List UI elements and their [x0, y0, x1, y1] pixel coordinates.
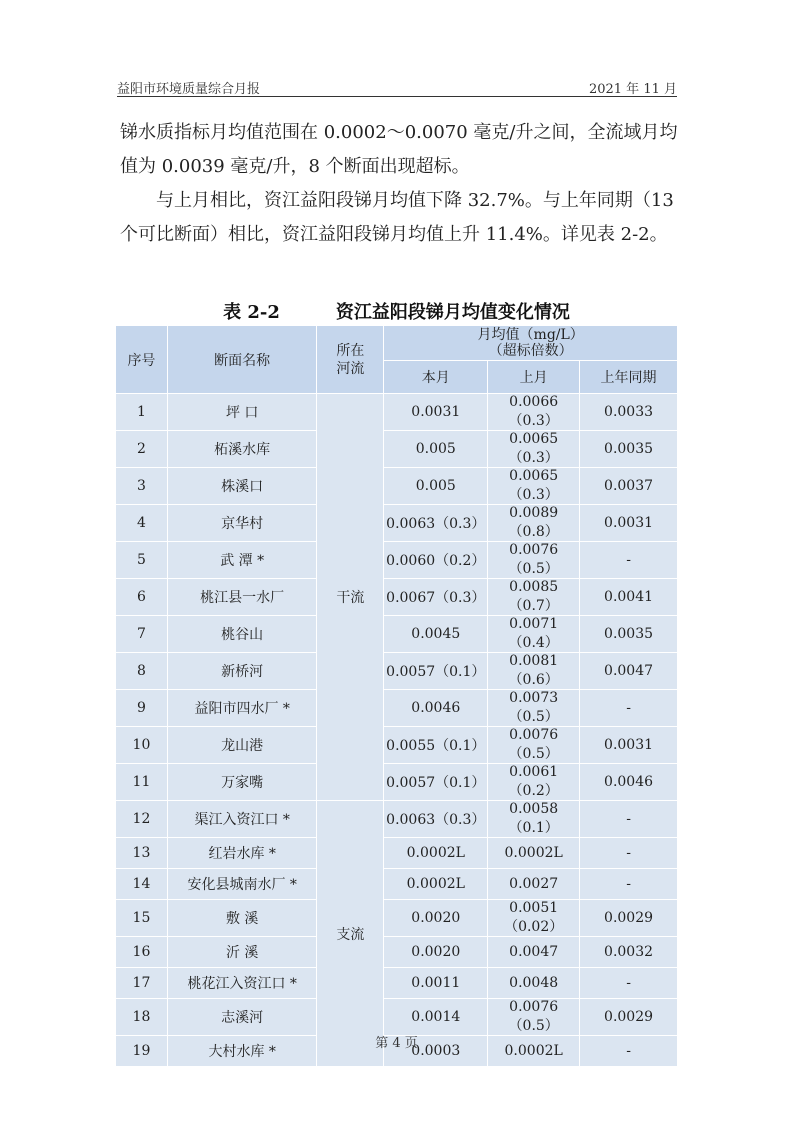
cell-seq: 2 — [116, 431, 168, 468]
cell-name: 坪 口 — [167, 394, 317, 431]
cell-name: 龙山港 — [167, 727, 317, 764]
cell-seq: 16 — [116, 937, 168, 968]
cell-previous: 0.0002L — [488, 838, 580, 869]
cell-current: 0.005 — [384, 431, 488, 468]
table-row — [116, 801, 678, 838]
cell-current: 0.0063（0.3） — [384, 505, 488, 542]
cell-previous: 0.0002L — [488, 1036, 580, 1067]
cell-previous: 0.0081（0.6） — [488, 653, 580, 690]
cell-seq: 1 — [116, 394, 168, 431]
cell-name: 红岩水库 * — [167, 838, 317, 869]
cell-last-year: 0.0041 — [580, 579, 678, 616]
cell-current: 0.0020 — [384, 937, 488, 968]
header-divider — [117, 96, 677, 97]
table-row — [116, 468, 678, 505]
cell-seq: 5 — [116, 542, 168, 579]
cell-current: 0.0063（0.3） — [384, 801, 488, 838]
cell-seq: 13 — [116, 838, 168, 869]
table-row — [116, 937, 678, 968]
header-seq: 序号 — [116, 326, 168, 394]
cell-seq: 3 — [116, 468, 168, 505]
table-row — [116, 727, 678, 764]
cell-name: 安化县城南水厂 * — [167, 869, 317, 900]
cell-last-year: 0.0047 — [580, 653, 678, 690]
table-row — [116, 653, 678, 690]
cell-seq: 9 — [116, 690, 168, 727]
cell-last-year: 0.0037 — [580, 468, 678, 505]
cell-last-year: - — [580, 869, 678, 900]
cell-seq: 7 — [116, 616, 168, 653]
cell-current: 0.0020 — [384, 900, 488, 937]
cell-seq: 4 — [116, 505, 168, 542]
cell-current: 0.0055（0.1） — [384, 727, 488, 764]
cell-previous: 0.0065（0.3） — [488, 431, 580, 468]
paragraph-comparison: 与上月相比，资江益阳段锑月均值下降 32.7%。与上年同期（13 个可比断面）相比，资江益阳段锑月均值上升 11.4%。详见表 2-2。 — [120, 190, 674, 245]
cell-previous: 0.0085（0.7） — [488, 579, 580, 616]
cell-seq: 19 — [116, 1036, 168, 1067]
cell-current: 0.0031 — [384, 394, 488, 431]
cell-current: 0.0067（0.3） — [384, 579, 488, 616]
cell-previous: 0.0076（0.5） — [488, 727, 580, 764]
table-row — [116, 616, 678, 653]
cell-name: 柘溪水库 — [167, 431, 317, 468]
cell-last-year: - — [580, 1036, 678, 1067]
cell-current: 0.0002L — [384, 869, 488, 900]
cell-previous: 0.0076（0.5） — [488, 542, 580, 579]
cell-last-year: - — [580, 690, 678, 727]
cell-previous: 0.0047 — [488, 937, 580, 968]
cell-name: 武 潭 * — [167, 542, 317, 579]
cell-name: 沂 溪 — [167, 937, 317, 968]
cell-current: 0.0046 — [384, 690, 488, 727]
cell-previous: 0.0066（0.3） — [488, 394, 580, 431]
cell-current: 0.0003 — [384, 1036, 488, 1067]
cell-previous: 0.0065（0.3） — [488, 468, 580, 505]
cell-name: 益阳市四水厂 * — [167, 690, 317, 727]
cell-name: 株溪口 — [167, 468, 317, 505]
table-row — [116, 690, 678, 727]
cell-last-year: - — [580, 801, 678, 838]
cell-seq: 17 — [116, 968, 168, 999]
table-row — [116, 900, 678, 937]
report-title: 益阳市环境质量综合月报 — [117, 82, 261, 97]
cell-last-year: 0.0035 — [580, 616, 678, 653]
cell-current: 0.0011 — [384, 968, 488, 999]
header-name: 断面名称 — [167, 326, 317, 394]
header-river-text: 所在河流 — [336, 342, 365, 377]
cell-seq: 6 — [116, 579, 168, 616]
cell-last-year: - — [580, 542, 678, 579]
cell-current: 0.0014 — [384, 999, 488, 1036]
header-monthly-mean-line1: 月均值（mg/L） — [477, 327, 584, 343]
cell-name: 桃花江入资江口 * — [167, 968, 317, 999]
table-row — [116, 431, 678, 468]
table-row — [116, 999, 678, 1036]
cell-previous: 0.0076（0.5） — [488, 999, 580, 1036]
cell-previous: 0.0089（0.8） — [488, 505, 580, 542]
header-same-period-last-year: 上年同期 — [580, 361, 678, 394]
cell-last-year: - — [580, 968, 678, 999]
cell-seq: 15 — [116, 900, 168, 937]
header-monthly-mean-line2: （超标倍数） — [488, 343, 573, 359]
report-date: 2021 年 11 月 — [588, 82, 677, 97]
cell-river-tributary: 支流 — [317, 801, 384, 1067]
cell-seq: 10 — [116, 727, 168, 764]
cell-last-year: 0.0029 — [580, 900, 678, 937]
cell-last-year: 0.0046 — [580, 764, 678, 801]
table-row — [116, 838, 678, 869]
cell-name: 敷 溪 — [167, 900, 317, 937]
header-previous-month: 上月 — [488, 361, 580, 394]
cell-last-year: 0.0033 — [580, 394, 678, 431]
table-row — [116, 579, 678, 616]
cell-current: 0.0045 — [384, 616, 488, 653]
cell-last-year: 0.0031 — [580, 505, 678, 542]
cell-name: 桃谷山 — [167, 616, 317, 653]
cell-last-year: 0.0031 — [580, 727, 678, 764]
cell-last-year: 0.0035 — [580, 431, 678, 468]
table-title: 资江益阳段锑月均值变化情况 — [335, 302, 570, 323]
page-header — [117, 74, 677, 96]
cell-previous: 0.0073（0.5） — [488, 690, 580, 727]
table-row — [116, 764, 678, 801]
table-caption — [0, 298, 793, 324]
cell-seq: 8 — [116, 653, 168, 690]
cell-last-year: - — [580, 838, 678, 869]
table-row — [116, 968, 678, 999]
cell-name: 志溪河 — [167, 999, 317, 1036]
cell-river-main: 干流 — [317, 394, 384, 801]
cell-current: 0.0057（0.1） — [384, 764, 488, 801]
cell-previous: 0.0061（0.2） — [488, 764, 580, 801]
table-body — [116, 394, 678, 1067]
cell-previous: 0.0048 — [488, 968, 580, 999]
cell-seq: 11 — [116, 764, 168, 801]
table-row — [116, 869, 678, 900]
cell-current: 0.0002L — [384, 838, 488, 869]
cell-previous: 0.0051（0.02） — [488, 900, 580, 937]
cell-current: 0.0060（0.2） — [384, 542, 488, 579]
table-row — [116, 394, 678, 431]
table-number: 表 2-2 — [223, 302, 280, 323]
cell-last-year: 0.0029 — [580, 999, 678, 1036]
cell-previous: 0.0027 — [488, 869, 580, 900]
cell-name: 渠江入资江口 * — [167, 801, 317, 838]
cell-name: 万家嘴 — [167, 764, 317, 801]
page-number: 第 4 页 — [375, 1036, 418, 1051]
table-row — [116, 505, 678, 542]
cell-previous: 0.0071（0.4） — [488, 616, 580, 653]
cell-seq: 14 — [116, 869, 168, 900]
cell-seq: 12 — [116, 801, 168, 838]
cell-previous: 0.0058（0.1） — [488, 801, 580, 838]
cell-current: 0.005 — [384, 468, 488, 505]
cell-name: 大村水库 * — [167, 1036, 317, 1067]
paragraph-range: 锑水质指标月均值范围在 0.0002～0.0070 毫克/升之间，全流域月均值为 0.0039 毫克/升，8 个断面出现超标。 — [120, 122, 678, 177]
cell-current: 0.0057（0.1） — [384, 653, 488, 690]
header-monthly-mean — [384, 326, 678, 361]
header-river — [317, 326, 384, 394]
cell-name: 京华村 — [167, 505, 317, 542]
cell-seq: 18 — [116, 999, 168, 1036]
header-current-month: 本月 — [384, 361, 488, 394]
antimony-table — [115, 325, 678, 1067]
cell-name: 桃江县一水厂 — [167, 579, 317, 616]
cell-name: 新桥河 — [167, 653, 317, 690]
cell-last-year: 0.0032 — [580, 937, 678, 968]
table-row — [116, 542, 678, 579]
